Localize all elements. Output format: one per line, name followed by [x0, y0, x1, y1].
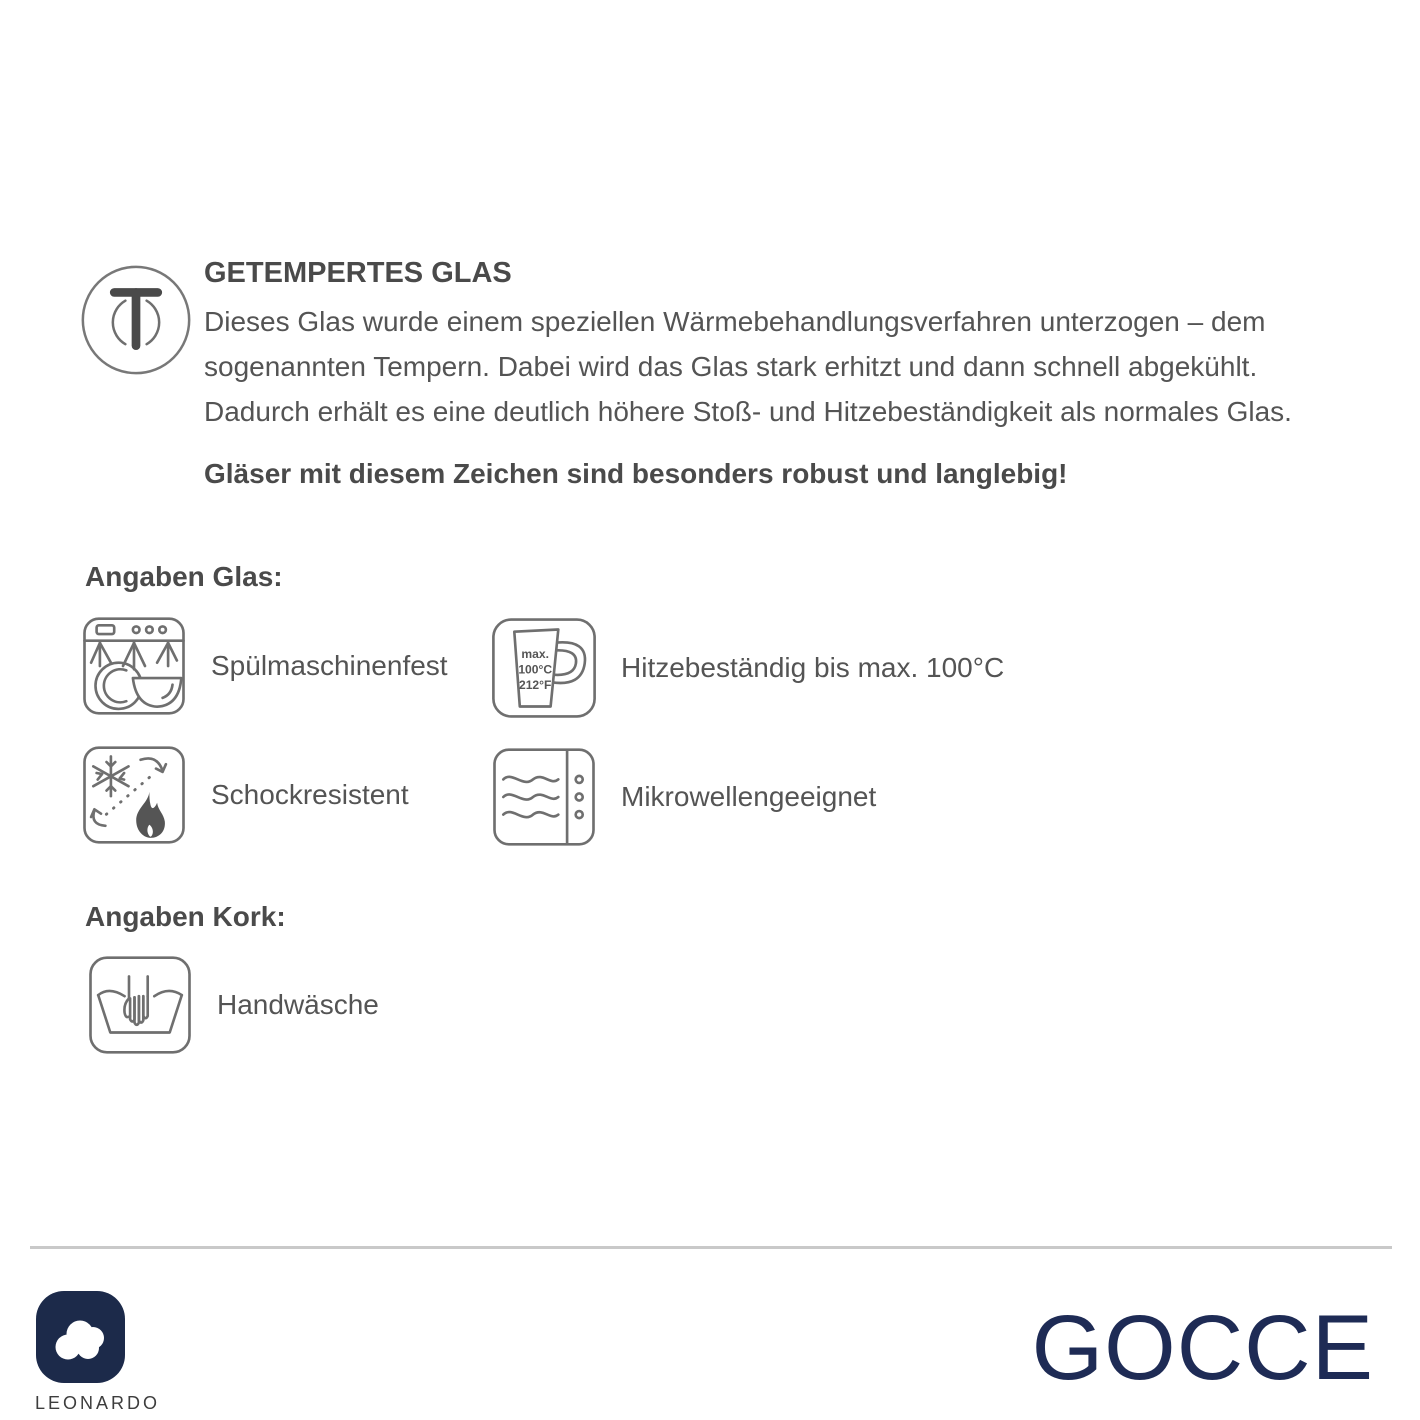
feature-label: Spülmaschinenfest — [211, 650, 448, 681]
svg-text:max.: max. — [521, 647, 549, 662]
microwave-icon — [489, 742, 599, 852]
leonardo-logo-icon — [35, 1290, 126, 1384]
tempered-glass-highlight: Gläser mit diesem Zeichen sind besonders robust und langlebig! — [204, 457, 1068, 489]
footer-divider — [30, 1246, 1392, 1249]
feature-label: Schockresistent — [211, 779, 409, 810]
feature-label: Handwäsche — [217, 989, 379, 1020]
feature-heat-resistant — [489, 613, 1004, 723]
tempered-glass-icon — [78, 262, 194, 378]
feature-dishwasher-safe — [79, 611, 448, 721]
cork-section-heading: Angaben Kork: — [85, 901, 286, 932]
feature-microwave-safe — [489, 742, 876, 852]
svg-text:212°F: 212°F — [518, 677, 552, 692]
feature-shock-resistant — [79, 740, 409, 850]
glass-section-heading: Angaben Glas: — [85, 561, 283, 592]
tempered-glass-body: Dieses Glas wurde einem speziellen Wärmebehandlungsverfahren unterzogen – dem sogenannten Tempern. Dabei wird das Glas stark erhitzt und dann schnell abgekühlt. Dadurch erhält es eine deutlich höhere Stoß- und Hitzebeständigkeit als normales Glas. — [204, 305, 1292, 427]
tempered-glass-info — [204, 256, 1340, 490]
brand-logo-block — [35, 1290, 195, 1414]
tempered-glass-title: GETEMPERTES GLAS — [204, 257, 512, 289]
heat-resistant-mug-icon — [489, 613, 599, 723]
hand-wash-icon — [85, 950, 195, 1060]
product-name: GOCCE — [1031, 1297, 1374, 1399]
dishwasher-icon — [79, 611, 189, 721]
shock-resistant-icon — [79, 740, 189, 850]
svg-text:100°C: 100°C — [518, 662, 553, 677]
feature-label: Mikrowellengeeignet — [621, 781, 877, 812]
feature-hand-wash — [85, 950, 379, 1060]
brand-name: LEONARDO — [35, 1393, 161, 1413]
feature-label: Hitzebeständig bis max. 100°C — [621, 652, 1005, 683]
